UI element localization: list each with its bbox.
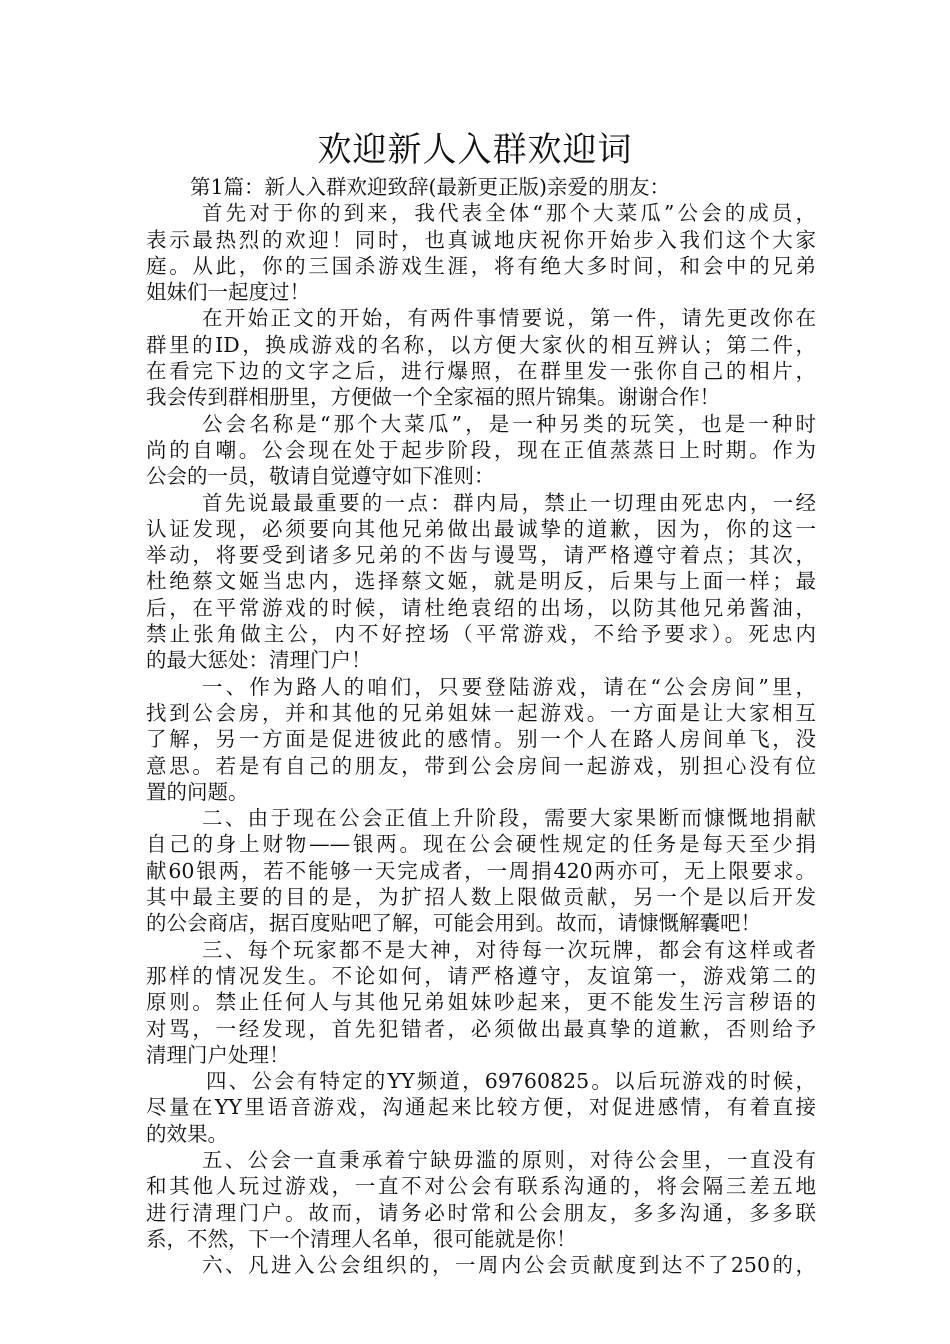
paragraph-line: 进行清理门户。故而，请务必时常和公会朋友，多多沟通，多多联 [146,1200,816,1225]
paragraph-line: 举动，将要受到诸多兄弟的不齿与谩骂，请严格遵守着点；其次， [146,543,816,568]
paragraph-line: 表示最热烈的欢迎！同时，也真诚地庆祝你开始步入我们这个大家 [146,227,816,252]
paragraph-line: 后，在平常游戏的时候，请杜绝袁绍的出场，以防其他兄弟酱油， [146,595,816,620]
document-title: 欢迎新人入群欢迎词 [317,130,633,170]
paragraph-line: 意思。若是有自己的朋友，带到公会房间一起游戏，别担心没有位 [146,753,816,778]
paragraph-line: 尽量在YY里语音游戏，沟通起来比较方便，对促进感情，有着直接 [146,1095,816,1120]
paragraph-line: 六、凡进入公会组织的，一周内公会贡献度到达不了250的， [202,1253,816,1278]
paragraph-line: 认证发现，必须要向其他兄弟做出最诚挚的道歉，因为，你的这一 [146,516,816,541]
paragraph-line: 献60银两，若不能够一天完成者，一周捐420两亦可，无上限要求。 [146,858,816,883]
paragraph-line: 对骂，一经发现，首先犯错者，必须做出最真挚的道歉，否则给予 [146,1016,816,1041]
paragraph-line: 姐妹们一起度过！ [146,280,310,305]
paragraph-line: 群里的ID，换成游戏的名称，以方便大家伙的相互辨认；第二件， [146,332,816,357]
paragraph-line: 首先对于你的到来，我代表全体“那个大菜瓜”公会的成员， [202,201,816,226]
document-body [146,174,816,1278]
paragraph-line: 尚的自嘲。公会现在处于起步阶段，现在正值蒸蒸日上时期。作为 [146,437,816,462]
paragraph-line: 找到公会房，并和其他的兄弟姐妹一起游戏。一方面是让大家相互 [146,700,816,725]
paragraph-line: 五、公会一直秉承着宁缺毋滥的原则，对待公会里，一直没有 [202,1147,816,1172]
paragraph-line: 其中最主要的目的是，为扩招人数上限做贡献，另一个是以后开发 [146,885,816,910]
paragraph-line: 禁止张角做主公，内不好控场（平常游戏，不给予要求）。死忠内 [146,622,816,647]
paragraph-line: 我会传到群相册里，方便做一个全家福的照片锦集。谢谢合作！ [146,385,720,410]
paragraph-line: 和其他人玩过游戏，一直不对公会有联系沟通的，将会隔三差五地 [146,1174,816,1199]
paragraph-line: 自己的身上财物——银两。现在公会硬性规定的任务是每天至少捐 [146,832,816,857]
paragraph-line: 首先说最最重要的一点：群内局，禁止一切理由死忠内，一经 [202,490,816,515]
paragraph-line: 原则。禁止任何人与其他兄弟姐妹吵起来，更不能发生污言秽语的 [146,990,816,1015]
paragraph-line: 的最大惩处：清理门户！ [146,648,372,673]
subheading-line: 第1篇：新人入群欢迎致辞(最新更正版)亲爱的朋友： [190,175,671,199]
paragraph-line: 在开始正文的开始，有两件事情要说，第一件，请先更改你在 [202,306,816,331]
paragraph-line: 那样的情况发生。不论如何，请严格遵守，友谊第一，游戏第二的 [146,963,816,988]
paragraph-line: 庭。从此，你的三国杀游戏生涯，将有绝大多时间，和会中的兄弟 [146,253,816,278]
paragraph-line: 一、作为路人的咱们，只要登陆游戏，请在“公会房间”里， [202,674,816,699]
paragraph-line: 二、由于现在公会正值上升阶段，需要大家果断而慷慨地捐献 [202,806,816,831]
paragraph-line: 置的问题。 [146,779,249,804]
paragraph-line: 三、每个玩家都不是大神，对待每一次玩牌，都会有这样或者 [202,937,816,962]
paragraph-line: 杜绝蔡文姬当忠内，选择蔡文姬，就是明反，后果与上面一样；最 [146,569,816,594]
paragraph-line: 的公会商店，据百度贴吧了解，可能会用到。故而，请慷慨解囊吧！ [146,911,761,936]
paragraph-line: 四、公会有特定的YY频道，69760825。以后玩游戏的时候， [206,1069,816,1094]
paragraph-line: 清理门户处理！ [146,1042,290,1067]
paragraph-line: 在看完下边的文字之后，进行爆照，在群里发一张你自己的相片， [146,359,816,384]
paragraph-line: 系，不然，下一个清理人名单，很可能就是你！ [146,1226,577,1251]
paragraph-line: 了解，另一方面是促进彼此的感情。别一个人在路人房间单飞，没 [146,727,816,752]
paragraph-line: 的效果。 [146,1121,228,1146]
paragraph-line: 公会名称是“那个大菜瓜”，是一种另类的玩笑，也是一种时 [202,411,816,436]
paragraph-line: 公会的一员，敬请自觉遵守如下准则： [146,464,495,489]
